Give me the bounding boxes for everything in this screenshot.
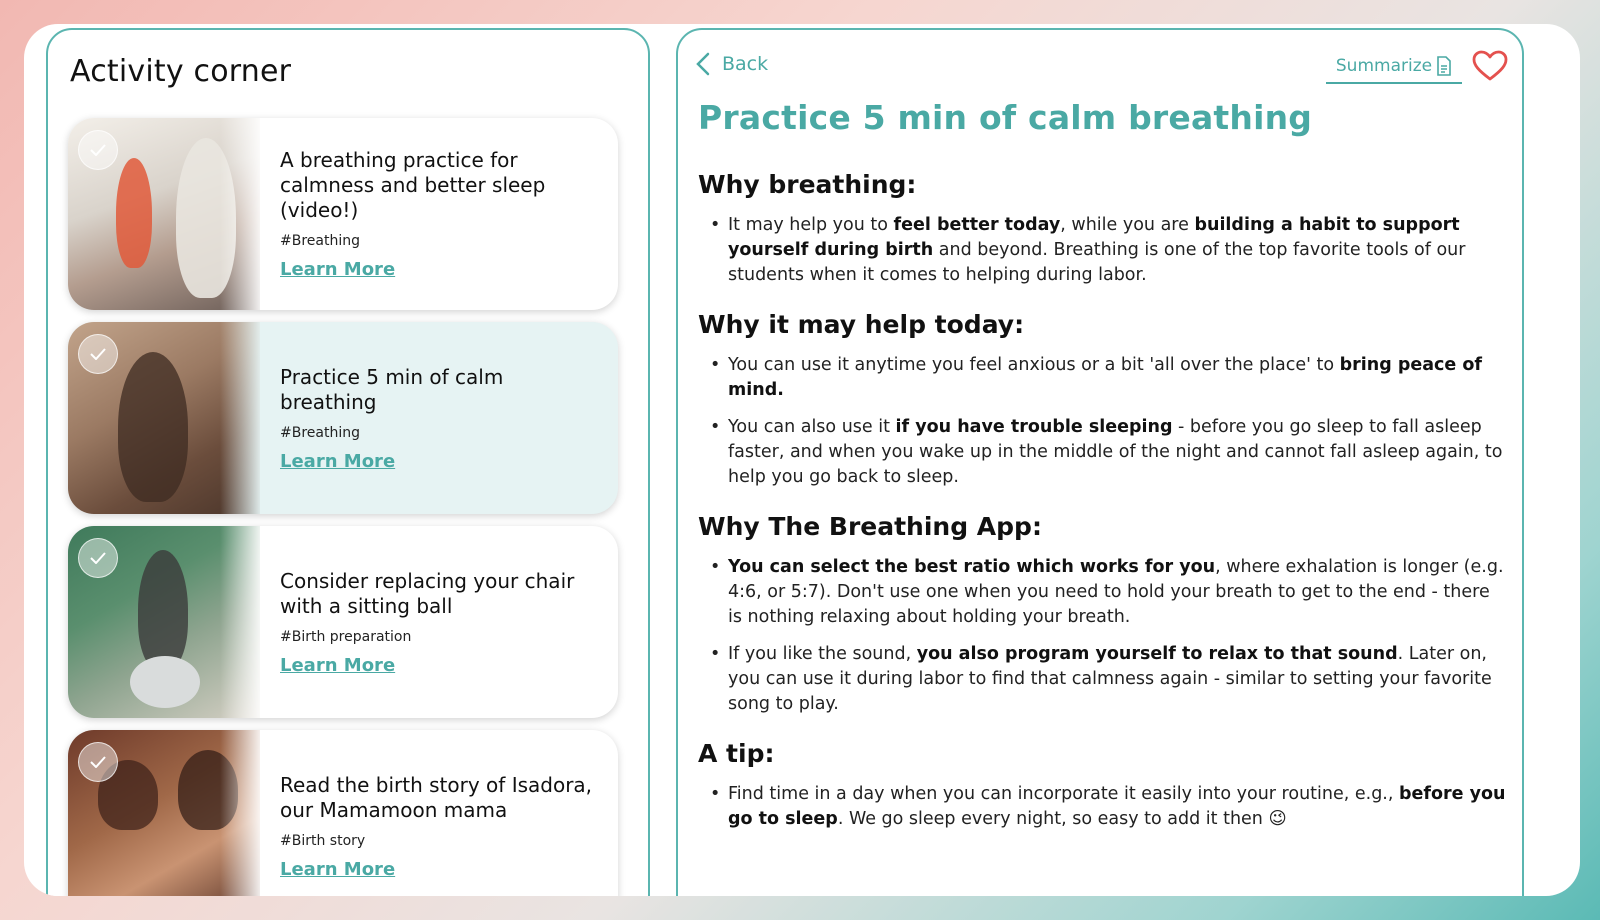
bullet-list xyxy=(698,782,1508,832)
activity-tag: #Breathing xyxy=(280,233,360,249)
activity-detail-content xyxy=(698,170,1508,854)
activity-detail-title: Practice 5 min of calm breathing xyxy=(698,98,1313,137)
text-run: You can also use it xyxy=(728,417,896,437)
favorite-button[interactable] xyxy=(1472,50,1508,86)
text-run: It may help you to xyxy=(728,215,894,235)
bullet-item xyxy=(728,555,1508,630)
bullet-item xyxy=(728,353,1508,403)
section-heading: Why The Breathing App: xyxy=(698,512,1042,541)
activity-tag: #Breathing xyxy=(280,424,360,441)
bullet-item xyxy=(728,642,1508,717)
document-icon xyxy=(1436,56,1452,76)
activity-tag: #Birth preparation xyxy=(280,628,412,645)
bullet-item xyxy=(728,415,1508,490)
heart-icon xyxy=(1472,50,1508,82)
bold-text: before you go to sleep xyxy=(728,784,1506,829)
bullet-list xyxy=(698,213,1508,288)
text-run: . Later on, you can use it during labor to find that calmness again - similar to setting your favorite song to play. xyxy=(728,644,1492,714)
activity-title: Read the birth story of Isadora, our Mamamoon mama xyxy=(280,772,593,822)
activity-title: Consider replacing your chair with a sitting ball xyxy=(280,568,575,618)
chevron-left-icon xyxy=(696,52,710,76)
bold-text: building a habit to support yourself during birth xyxy=(728,215,1460,260)
section-heading: Why it may help today: xyxy=(698,310,1025,339)
bold-text: You can select the best ratio which works for you xyxy=(728,557,1216,577)
text-run: - before you go sleep to fall asleep faster, and when you wake up in the middle of the night and cannot fall asleep again, to help you go back to sleep. xyxy=(728,417,1503,487)
bullet-item xyxy=(728,213,1508,288)
bold-text: if you have trouble sleeping xyxy=(895,417,1173,437)
activity-corner-panel xyxy=(46,28,650,896)
back-label: Back xyxy=(722,53,769,75)
learn-more-link[interactable]: Learn More xyxy=(280,259,396,280)
back-button[interactable] xyxy=(696,52,768,76)
text-run: Find time in a day when you can incorporate it easily into your routine, e.g., xyxy=(728,784,1399,804)
bold-text: feel better today xyxy=(893,215,1061,235)
bullet-list xyxy=(698,555,1508,717)
activity-card[interactable] xyxy=(68,118,618,310)
section-heading: A tip: xyxy=(698,739,775,768)
section-heading: Why breathing: xyxy=(698,170,917,199)
summarize-label: Summarize xyxy=(1335,56,1433,76)
activity-image xyxy=(68,322,260,514)
text-run: and beyond. Breathing is one of the top favorite tools of our students when it comes to helping during labor. xyxy=(728,240,1466,285)
text-run: If you like the sound, xyxy=(728,644,917,664)
bold-text: you also program yourself to relax to that sound xyxy=(916,644,1398,664)
activity-card[interactable] xyxy=(68,322,618,514)
learn-more-link[interactable]: Learn More xyxy=(280,450,396,472)
activity-title: A breathing practice for calmness and better sleep (video!) xyxy=(280,148,546,222)
check-icon[interactable] xyxy=(78,130,118,170)
learn-more-link[interactable]: Learn More xyxy=(280,654,396,676)
bullet-list xyxy=(698,353,1508,490)
check-icon[interactable] xyxy=(78,538,118,578)
activity-card[interactable] xyxy=(68,730,618,896)
text-run: , where exhalation is longer (e.g. 4:6, or 5:7). Don't use one when you need to hold your breath to get to the end - there is nothing relaxing about holding your breath. xyxy=(728,557,1504,627)
check-icon[interactable] xyxy=(78,334,118,374)
bold-text: bring peace of mind. xyxy=(728,355,1483,400)
text-run: . We go sleep every night, so easy to add it then 😉 xyxy=(837,809,1287,829)
learn-more-link[interactable]: Learn More xyxy=(280,858,396,880)
activity-image xyxy=(68,118,260,310)
bullet-item xyxy=(728,782,1508,832)
activity-tag: #Birth story xyxy=(280,832,366,849)
text-run: , while you are xyxy=(1060,215,1195,235)
activity-title: Practice 5 min of calm breathing xyxy=(280,364,504,414)
activity-card[interactable] xyxy=(68,526,618,718)
app-window xyxy=(24,24,1580,896)
panel-title: Activity corner xyxy=(70,54,292,89)
text-run: You can use it anytime you feel anxious or a bit 'all over the place' to xyxy=(728,355,1340,375)
activity-detail-panel xyxy=(676,28,1524,896)
activity-image xyxy=(68,526,260,718)
check-icon[interactable] xyxy=(78,742,118,782)
activity-image xyxy=(68,730,260,896)
summarize-button[interactable] xyxy=(1326,56,1462,84)
